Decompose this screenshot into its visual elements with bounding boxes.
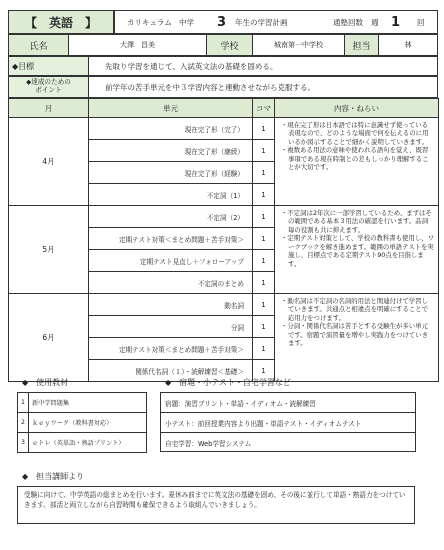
content-cell bbox=[275, 206, 439, 294]
student-name: 大澤 昌美 bbox=[69, 35, 207, 55]
material-name: ｅトレ（英単語・熟語プリント） bbox=[29, 433, 147, 453]
homework-divider bbox=[161, 412, 415, 413]
table-row bbox=[9, 118, 439, 140]
point-label: ◆達成のための ポイント bbox=[9, 77, 89, 97]
list-item bbox=[18, 393, 147, 413]
unit-cell: 不定詞（1） bbox=[89, 184, 253, 206]
content-line: ・複数ある用法の意味や使われる語句を覚え、既習事項である現在時制との差もしっかり理解することが大切です。 bbox=[281, 146, 429, 172]
koma-cell: 1 bbox=[253, 360, 275, 382]
school-level: 中学 bbox=[179, 17, 194, 27]
unit-cell: 定期テスト対策＜まとめ問題＋苦手対策＞ bbox=[89, 338, 253, 360]
homework-line: 小テスト：前回授業内容より出題・単語テスト・イディオムテスト bbox=[165, 420, 362, 428]
content-line: ・不定詞は2年次に一部学習しているため、まずはその範囲である基本３用法の確認を行います。品詞毎の役割も共に抑えます。 bbox=[281, 209, 432, 234]
koma-cell: 1 bbox=[253, 140, 275, 162]
goal-text: 先取り学習を通じて、入試英文法の基礎を固める。 bbox=[105, 61, 278, 71]
month-cell: 6月 bbox=[9, 294, 89, 382]
week-label: 週 bbox=[371, 17, 379, 27]
koma-cell: 1 bbox=[253, 316, 275, 338]
content-header: 内容・ねらい bbox=[275, 99, 439, 118]
point-text: 前学年の苦手単元を中３学習内容と連動させながら克服する。 bbox=[105, 82, 315, 92]
schedule-table bbox=[8, 98, 439, 382]
koma-cell: 1 bbox=[253, 228, 275, 250]
frequency-count: 1 bbox=[391, 14, 401, 30]
koma-cell: 1 bbox=[253, 162, 275, 184]
unit-cell: 現在完了形（継続） bbox=[89, 140, 253, 162]
table-row bbox=[9, 294, 439, 316]
homework-divider bbox=[161, 432, 415, 433]
goal-row bbox=[8, 56, 438, 76]
unit-header: 単元 bbox=[89, 99, 253, 118]
unit-cell: 現在完了形（完了） bbox=[89, 118, 253, 140]
material-number: 1 bbox=[18, 393, 29, 413]
point-row bbox=[8, 76, 438, 98]
material-name: ｋｅｙワーク（教科書対応） bbox=[29, 413, 147, 433]
content-cell bbox=[275, 118, 439, 206]
koma-cell: 1 bbox=[253, 206, 275, 228]
materials-title: ◆ 使用教材 bbox=[22, 378, 69, 387]
plan-label: 年生の学習計画 bbox=[235, 17, 288, 27]
unit-cell: 定期テスト対策＜まとめ問題＋苦手対策＞ bbox=[89, 228, 253, 250]
times-label: 回 bbox=[417, 17, 425, 27]
unit-cell: 分詞 bbox=[89, 316, 253, 338]
frequency-label: 通塾回数 bbox=[333, 17, 363, 27]
goal-label: ◆目標 bbox=[9, 57, 89, 75]
content-line: ・動名詞は不定詞の名詞的用法と関連付けて学習していきます。共通点と相違点を明確にすることで応用力をつけます。 bbox=[281, 297, 429, 322]
koma-cell: 1 bbox=[253, 338, 275, 360]
month-cell: 4月 bbox=[9, 118, 89, 206]
materials-table bbox=[17, 392, 147, 453]
curriculum-label: カリキュラム bbox=[127, 17, 172, 27]
koma-cell: 1 bbox=[253, 272, 275, 294]
month-cell: 5月 bbox=[9, 206, 89, 294]
student-info-row bbox=[8, 34, 438, 56]
school-label: 学校 bbox=[207, 35, 253, 55]
material-number: 2 bbox=[18, 413, 29, 433]
subject-title: 【 英語 】 bbox=[8, 10, 114, 34]
material-number: 3 bbox=[18, 433, 29, 453]
unit-cell: 定期テスト見直し＋フォローアップ bbox=[89, 250, 253, 272]
homework-title: ◆ 宿題・小テスト・自宅学習など bbox=[165, 378, 291, 387]
teacher-section-title: ◆ 担当講師より bbox=[22, 472, 85, 481]
unit-cell: 不定詞のまとめ bbox=[89, 272, 253, 294]
content-cell bbox=[275, 294, 439, 382]
name-label: 氏名 bbox=[9, 35, 69, 55]
table-row bbox=[9, 206, 439, 228]
unit-cell: 現在完了形（経験） bbox=[89, 162, 253, 184]
homework-line: 自宅学習：Web学習システム bbox=[165, 440, 252, 448]
list-item bbox=[18, 413, 147, 433]
koma-cell: 1 bbox=[253, 294, 275, 316]
koma-cell: 1 bbox=[253, 184, 275, 206]
unit-cell: 不定詞（2） bbox=[89, 206, 253, 228]
content-line: ・定期テスト対策として、学校の教科書も使用し、ワークブックを解き進めます。範囲の単語テストを実施し、目標点である定期テスト90点を目指します。 bbox=[281, 234, 434, 268]
homework-box bbox=[160, 392, 416, 452]
teacher-label: 担当 bbox=[345, 35, 379, 55]
koma-cell: 1 bbox=[253, 250, 275, 272]
content-line: ・分詞・関係代名詞は苦手とする受験生が多い単元です。宿題で演習量を増やし実践力をつけていきます。 bbox=[281, 322, 429, 348]
schedule-header-row bbox=[9, 99, 439, 118]
month-header: 月 bbox=[9, 99, 89, 118]
school-name: 城南第一中学校 bbox=[253, 35, 345, 55]
koma-header: コマ bbox=[253, 99, 275, 118]
plan-title-bar bbox=[114, 10, 438, 34]
koma-cell: 1 bbox=[253, 118, 275, 140]
unit-cell: 動名詞 bbox=[89, 294, 253, 316]
teacher-message: 受験に向けて、中学英語の総まとめを行います。夏休み前までに英文法の基礎を固め、その後に並行して単語・熟語力をつけていきます。部活と両立しながら自習時間も確保できるよう取組んでいきましょう。 bbox=[17, 486, 415, 524]
material-name: 新中学問題集 bbox=[29, 393, 147, 413]
list-item bbox=[18, 433, 147, 453]
content-line: ・現在完了形は日本語では特に意識せず使っている表現なので、どのような場面で何を伝えるのに用いるか図示することで細かく説明していきます。 bbox=[281, 121, 429, 146]
homework-line: 宿題：演習プリント・単語・イディオム・読解練習 bbox=[165, 400, 316, 408]
unit-cell: 関係代名詞（１）・読解練習＜基礎＞ bbox=[89, 360, 253, 382]
teacher-name: 林 bbox=[404, 41, 412, 49]
grade-number: 3 bbox=[217, 14, 227, 30]
